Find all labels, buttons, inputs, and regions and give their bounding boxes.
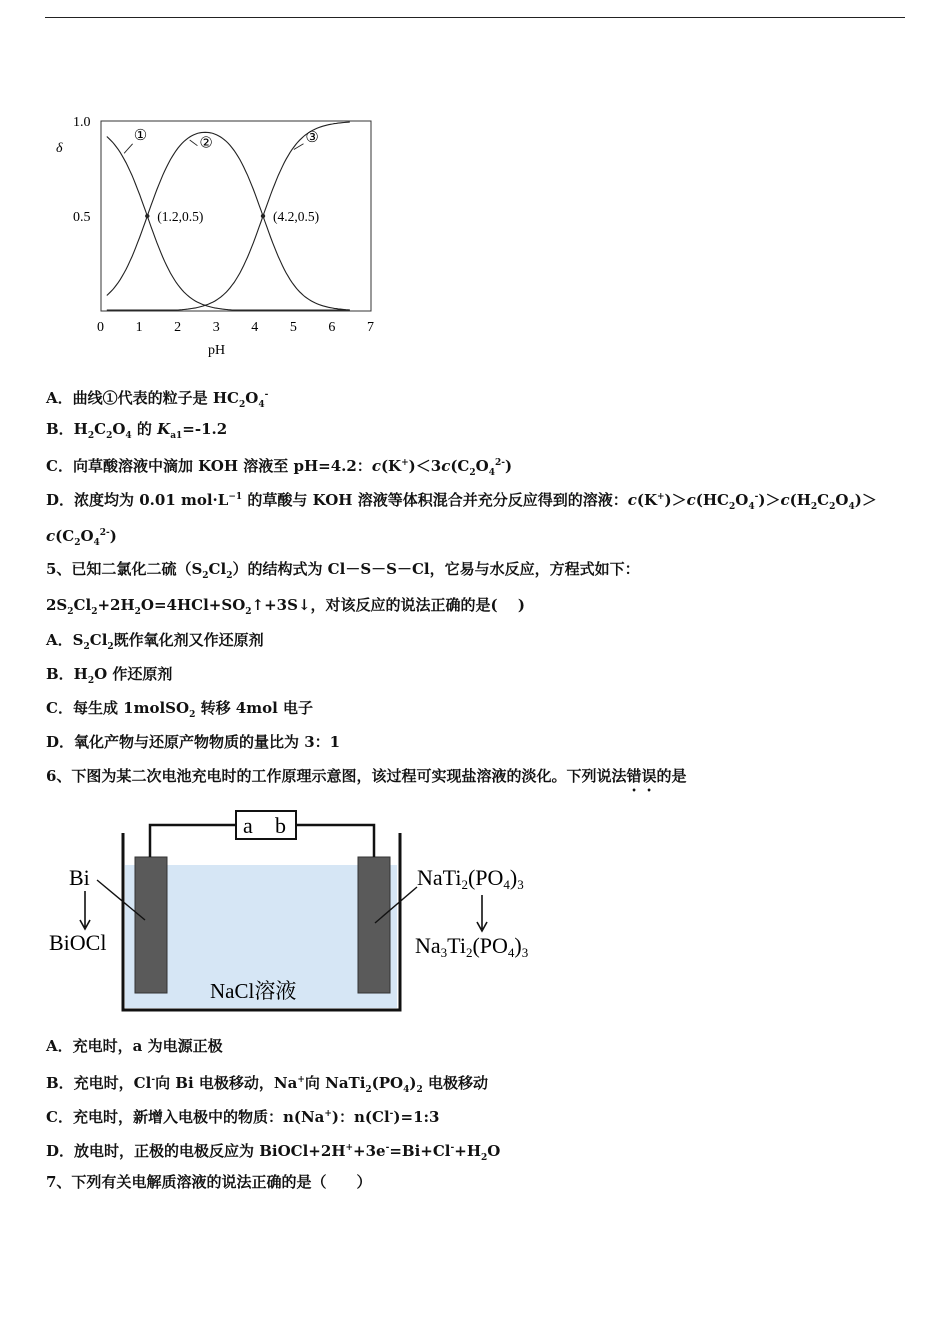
solution-label: NaCl溶液 xyxy=(210,979,297,1003)
q5-stem: 5、已知二氯化二硫$(S_2Cl_2)$的结构式为 Cl－S－S－Cl，它易与水反应，方程式如下： xyxy=(46,560,640,581)
right-electrode xyxy=(358,857,390,993)
q6-option-a[interactable]: A．充电时，a 为电源正极 xyxy=(46,1037,223,1055)
terminal-a: a xyxy=(243,813,253,838)
emphasis-text: 错误 xyxy=(626,767,657,785)
arrow-right xyxy=(477,895,487,931)
q4-option-d[interactable]: D．浓度均为 0.01 $mol\cdot L^{-1}$ 的草酸与 KOH 溶液等体积混合并充分反应得到的溶液：$c(K^+)>c(HC_2O_4^-)>c(H_2C_2O_4)>$ xyxy=(46,491,877,512)
series-label-2: ② xyxy=(199,135,213,152)
label-nati2po43: NaTi2(PO4)3 xyxy=(417,865,524,892)
y-tick-label: 1.0 xyxy=(73,115,91,130)
intersection-point xyxy=(145,214,149,218)
q4-option-a[interactable]: A．曲线①代表的粒子是 $HC_2O_4^-$ xyxy=(46,389,269,410)
y-axis-label: δ xyxy=(56,141,63,156)
series-label-3: ③ xyxy=(305,129,319,146)
q6-option-d[interactable]: D．放电时，正极的电极反应为 $BiOCl+2H^++3e^-=Bi+Cl^-+H_2O$ xyxy=(46,1142,501,1163)
x-tick-label: 1 xyxy=(135,320,143,335)
q5-option-c[interactable]: C．每生成 1molSO$_2$ 转移 4mol 电子 xyxy=(46,699,314,720)
intersection-label: (1.2,0.5) xyxy=(157,209,204,224)
label-bi: Bi xyxy=(69,865,90,890)
label-pointer xyxy=(124,144,132,154)
x-tick-label: 6 xyxy=(328,320,336,335)
arrow-left xyxy=(80,891,90,929)
x-tick-label: 0 xyxy=(97,320,104,335)
plot-frame xyxy=(101,121,371,311)
x-tick-label: 4 xyxy=(251,320,259,335)
terminal-b: b xyxy=(275,813,286,838)
q4-option-c[interactable]: C．向草酸溶液中滴加 KOH 溶液至 pH=4.2：$c(K^+)<3c(C_2O_4^{2-})$ xyxy=(46,457,513,478)
y-tick-label: 0.5 xyxy=(73,210,91,225)
distribution-chart xyxy=(50,108,390,368)
q5-option-a[interactable]: A．$S_2Cl_2$既作氧化剂又作还原剂 xyxy=(46,631,264,652)
label-na3ti2po43: Na3Ti2(PO4)3 xyxy=(415,933,529,960)
header-rule xyxy=(45,17,905,18)
q5-option-b[interactable]: B．$H_2O$ 作还原剂 xyxy=(46,665,173,686)
x-tick-label: 7 xyxy=(367,320,374,335)
intersection-point xyxy=(261,214,265,218)
q4-option-b[interactable]: B．$H_2C_2O_4$ 的 $K_{a1}=-1.2$ xyxy=(46,420,228,441)
q6-option-b[interactable]: B．充电时，Cl-向 Bi 电极移动，Na+向 $NaTi_2(PO_4)_2$ 电极移动 xyxy=(46,1074,488,1095)
q6-option-c[interactable]: C．充电时，新增入电极中的物质：n(Na+)：n(Cl-)=1:3 xyxy=(46,1108,440,1126)
series-label-1: ① xyxy=(133,128,148,144)
q5-option-d[interactable]: D．氧化产物与还原产物物质的量比为 3：1 xyxy=(46,733,341,751)
left-electrode xyxy=(135,857,167,993)
label-biocl: BiOCl xyxy=(49,930,107,955)
intersection-label: (4.2,0.5) xyxy=(273,209,320,224)
q5-equation: $2S_2Cl_2+2H_2O=4HCl+SO_2↑+3S↓$，对该反应的说法正确的是( ) xyxy=(46,596,525,617)
x-tick-label: 2 xyxy=(174,320,182,335)
q7-stem: 7、下列有关电解质溶液的说法正确的是（ ） xyxy=(46,1173,372,1191)
electrolysis-cell-diagram xyxy=(45,805,565,1020)
label-pointer xyxy=(190,140,198,146)
q6-stem: 6、下图为某二次电池充电时的工作原理示意图，该过程可实现盐溶液的淡化。下列说法错误的是 xyxy=(46,767,687,785)
x-tick-label: 3 xyxy=(212,320,220,335)
x-tick-label: 5 xyxy=(289,320,297,335)
q4-option-d-cont: $c(C_2O_4^{2-})$ xyxy=(46,527,117,548)
x-axis-label: pH xyxy=(208,343,226,358)
